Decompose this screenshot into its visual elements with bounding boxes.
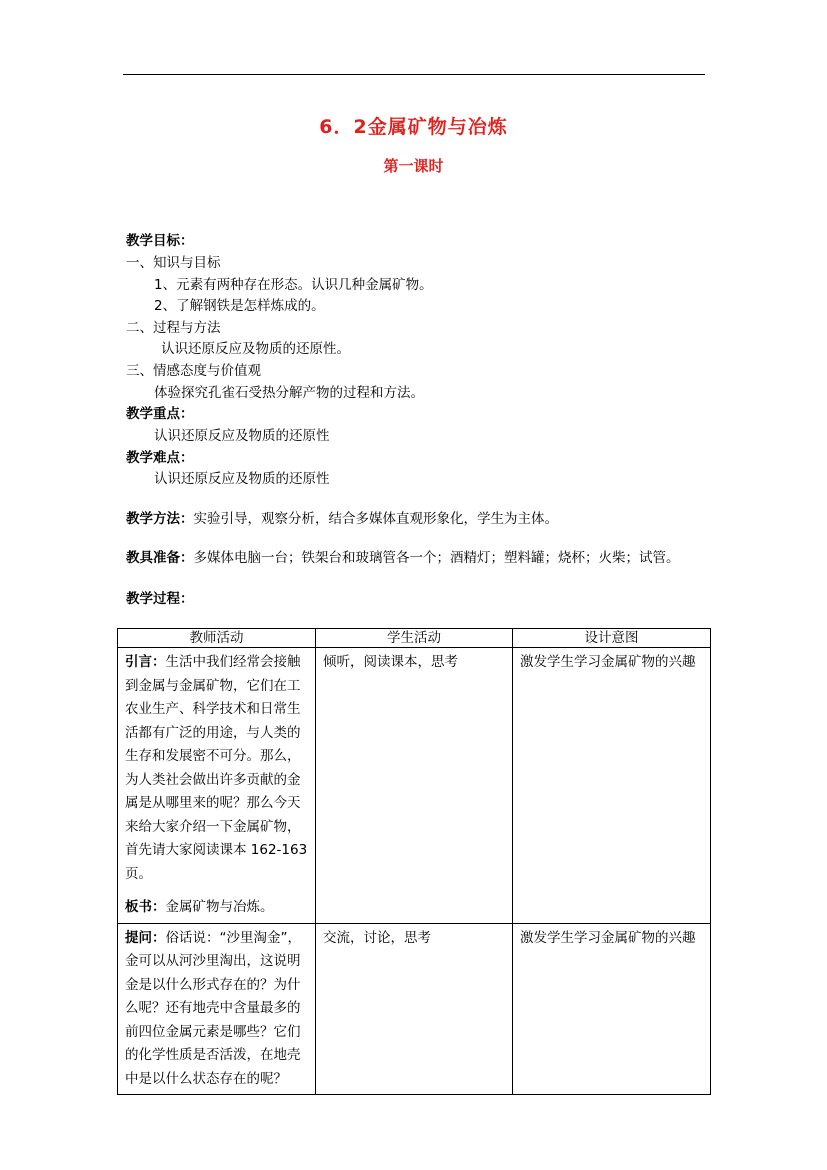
teacher-label: 引言： <box>125 654 166 670</box>
document-subtitle: 第一课时 <box>383 157 444 175</box>
teacher-cell <box>118 923 316 1095</box>
difficult-point-heading: 教学难点： <box>126 450 194 466</box>
difficult-point-text: 认识还原反应及物质的还原性 <box>154 471 330 487</box>
knowledge-label: 一、知识与目标 <box>126 255 221 271</box>
intent-cell: 激发学生学习金属矿物的兴趣 <box>513 648 711 924</box>
emotion-label: 三、情感态度与价值观 <box>126 363 261 379</box>
student-cell: 倾听，阅读课本，思考 <box>316 648 513 924</box>
header-intent: 设计意图 <box>513 629 711 648</box>
teacher-text: 生活中我们经常会接触到金属与金属矿物，它们在工农业生产、科学技术和日常生活都有广泛的用途，与人类的生存和发展密不可分。那么，为人类社会做出许多贡献的金属是从哪里来的呢？那么今天来给大家介绍一下金属矿物，首先请大家阅读课本 162-163 页。 <box>125 654 308 882</box>
method-line <box>126 510 558 528</box>
teacher-text-2: 金属矿物与冶炼。 <box>165 899 274 915</box>
table-header-row <box>118 629 711 648</box>
knowledge-item-1: 1、元素有两种存在形态。认识几种金属矿物。 <box>154 277 433 293</box>
method-label: 教学方法： <box>126 511 194 527</box>
table-row <box>118 648 711 924</box>
teacher-label: 提问： <box>125 929 166 946</box>
emotion-item-1: 体验探究孔雀石受热分解产物的过程和方法。 <box>154 385 424 401</box>
header-teacher: 教师活动 <box>118 629 316 648</box>
knowledge-item-2: 2、了解钢铁是怎样炼成的。 <box>154 298 325 314</box>
header-student: 学生活动 <box>316 629 513 648</box>
teacher-text: 俗话说：“沙里淘金”，金可以从河沙里淘出，这说明金是以什么形式存在的？为什么呢？还有地壳中含量最多的前四位金属元素是哪些？它们的化学性质是否活泼，在地壳中是以什么状态存在的呢？ <box>125 929 301 1087</box>
teacher-label-2: 板书： <box>125 899 166 915</box>
procedure-table <box>117 628 711 1095</box>
header-rule <box>123 74 705 75</box>
teacher-cell <box>118 648 316 924</box>
document-title: 6．2金属矿物与冶炼 <box>319 116 508 138</box>
tools-text: 多媒体电脑一台；铁架台和玻璃管各一个；酒精灯；塑料罐；烧杯；火柴；试管。 <box>193 550 680 566</box>
table-row <box>118 923 711 1095</box>
intent-cell: 激发学生学习金属矿物的兴趣 <box>513 923 711 1095</box>
tools-label: 教具准备： <box>126 550 194 566</box>
process-item-1: 认识还原反应及物质的还原性。 <box>161 341 350 357</box>
tools-line <box>126 549 680 567</box>
objectives-heading: 教学目标： <box>126 233 194 249</box>
method-text: 实验引导，观察分析，结合多媒体直观形象化，学生为主体。 <box>193 511 558 527</box>
key-point-text: 认识还原反应及物质的还原性 <box>154 428 330 444</box>
student-cell: 交流，讨论，思考 <box>316 923 513 1095</box>
key-point-heading: 教学重点： <box>126 406 194 422</box>
procedure-heading: 教学过程： <box>126 591 194 607</box>
process-label: 二、过程与方法 <box>126 320 221 336</box>
cell-gap <box>125 886 309 896</box>
